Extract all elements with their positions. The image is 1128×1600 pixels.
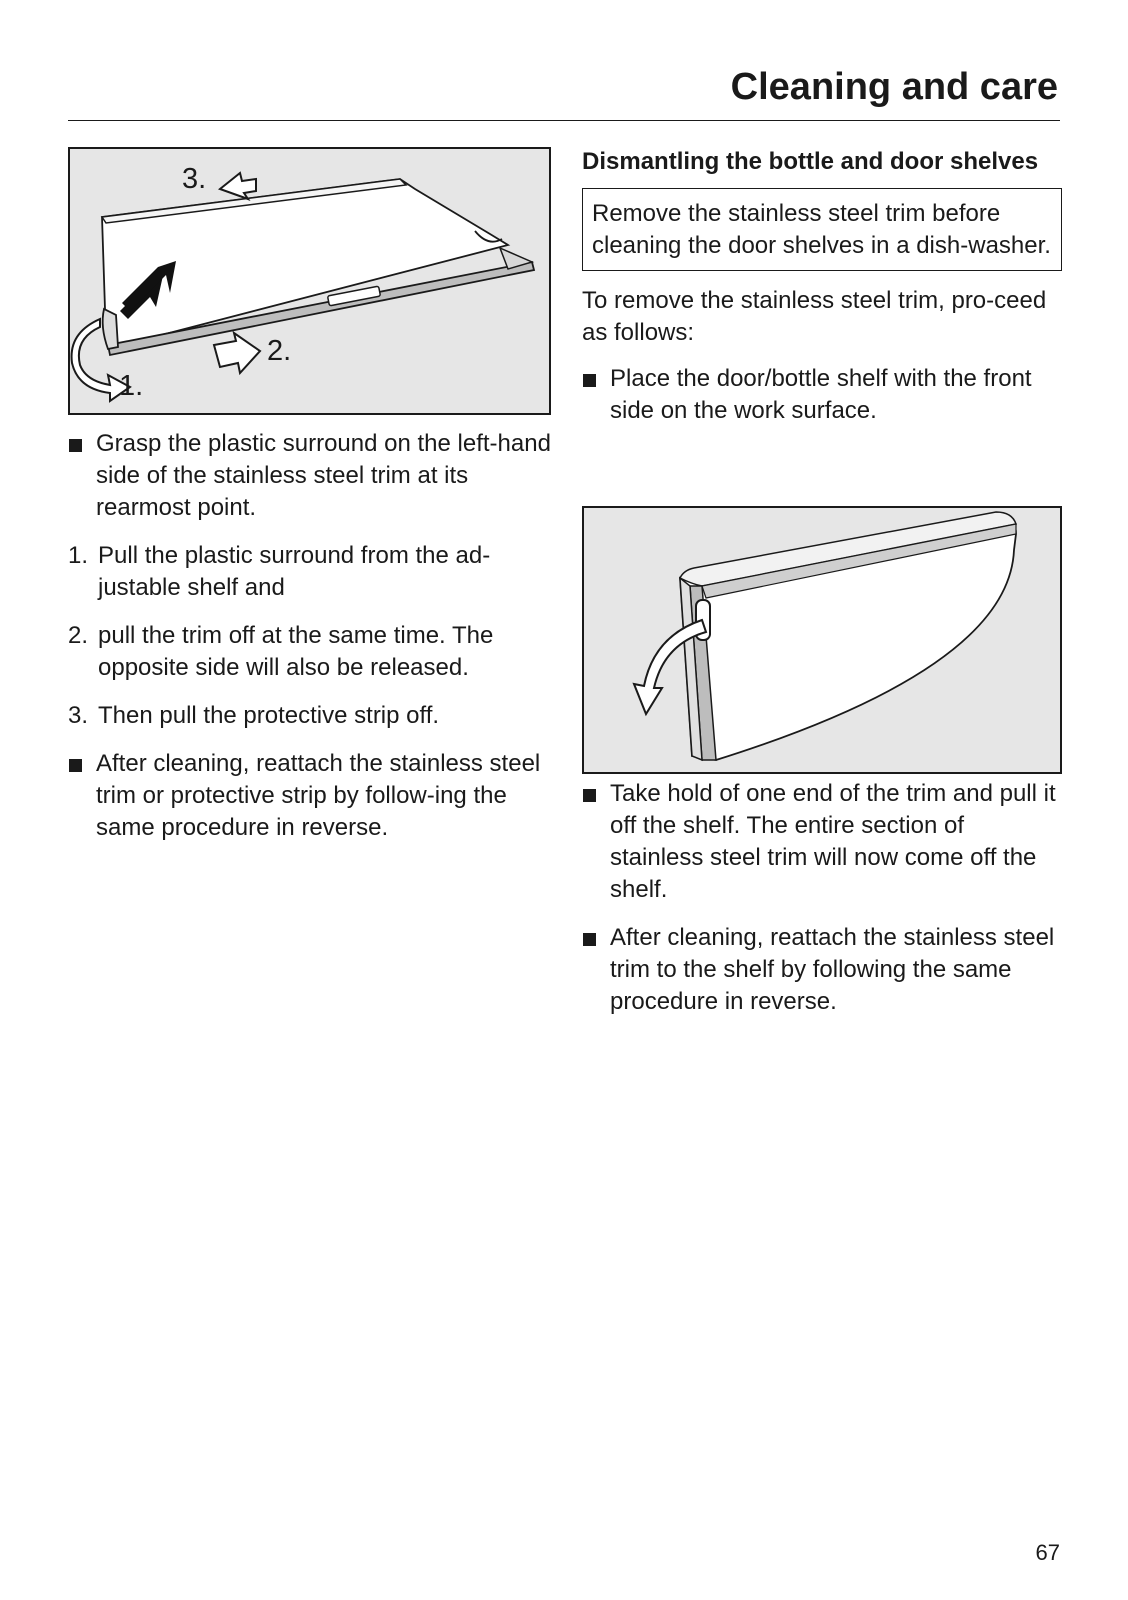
instruction-text: Place the door/bottle shelf with the front side on the work surface. (610, 365, 1032, 424)
instruction-text: After cleaning, reattach the stainless steel trim to the shelf by following the same procedure in reverse. (610, 924, 1055, 1015)
step-number: 2. (68, 622, 89, 649)
step-number: 3. (68, 702, 89, 729)
bullet-icon (583, 933, 596, 946)
door-shelf-drawing (584, 508, 1060, 772)
bullet-icon (583, 374, 596, 387)
bullet-icon (69, 439, 82, 452)
instruction-text: Take hold of one end of the trim and pull it off the shelf. The entire section of stainless steel trim will now come off the shelf. (610, 780, 1056, 903)
right-column (582, 146, 1062, 443)
left-column (68, 428, 552, 860)
step-number: 1. (68, 542, 89, 569)
numbered-step (68, 700, 552, 732)
door-shelf-trim-illustration (582, 506, 1062, 774)
step-text: Then pull the protective strip off. (98, 702, 440, 729)
step-text: Pull the plastic surround from the ad-justable shelf and (98, 542, 491, 601)
right-column-lower (582, 778, 1062, 1034)
list-item (68, 428, 552, 524)
step-text: pull the trim off at the same time. The opposite side will also be released. (98, 622, 494, 681)
page-header (68, 62, 1060, 121)
page-number: 67 (1035, 1540, 1060, 1565)
section-heading: Dismantling the bottle and door shelves (582, 148, 1039, 175)
note-box: Remove the stainless steel trim before cleaning the door shelves in a dish-washer. (582, 188, 1062, 271)
numbered-step (68, 540, 552, 604)
page-title: Cleaning and care (730, 66, 1058, 108)
shelf-trim-removal-illustration (68, 147, 551, 415)
instruction-text: After cleaning, reattach the stainless steel trim or protective strip by follow-ing the same procedure in reverse. (96, 750, 541, 841)
list-item (582, 922, 1062, 1018)
list-item (68, 748, 552, 844)
step-2-label: 2. (267, 335, 292, 367)
bullet-icon (69, 759, 82, 772)
numbered-step (68, 620, 552, 684)
list-item (582, 363, 1062, 427)
list-item (582, 778, 1062, 906)
intro-paragraph: To remove the stainless steel trim, pro-ceed as follows: (582, 287, 1047, 346)
step-3-label: 3. (182, 163, 207, 195)
instruction-text: Grasp the plastic surround on the left-hand side of the stainless steel trim at its rearmost point. (96, 430, 551, 521)
step-1-label: 1. (119, 370, 144, 402)
bullet-icon (583, 789, 596, 802)
